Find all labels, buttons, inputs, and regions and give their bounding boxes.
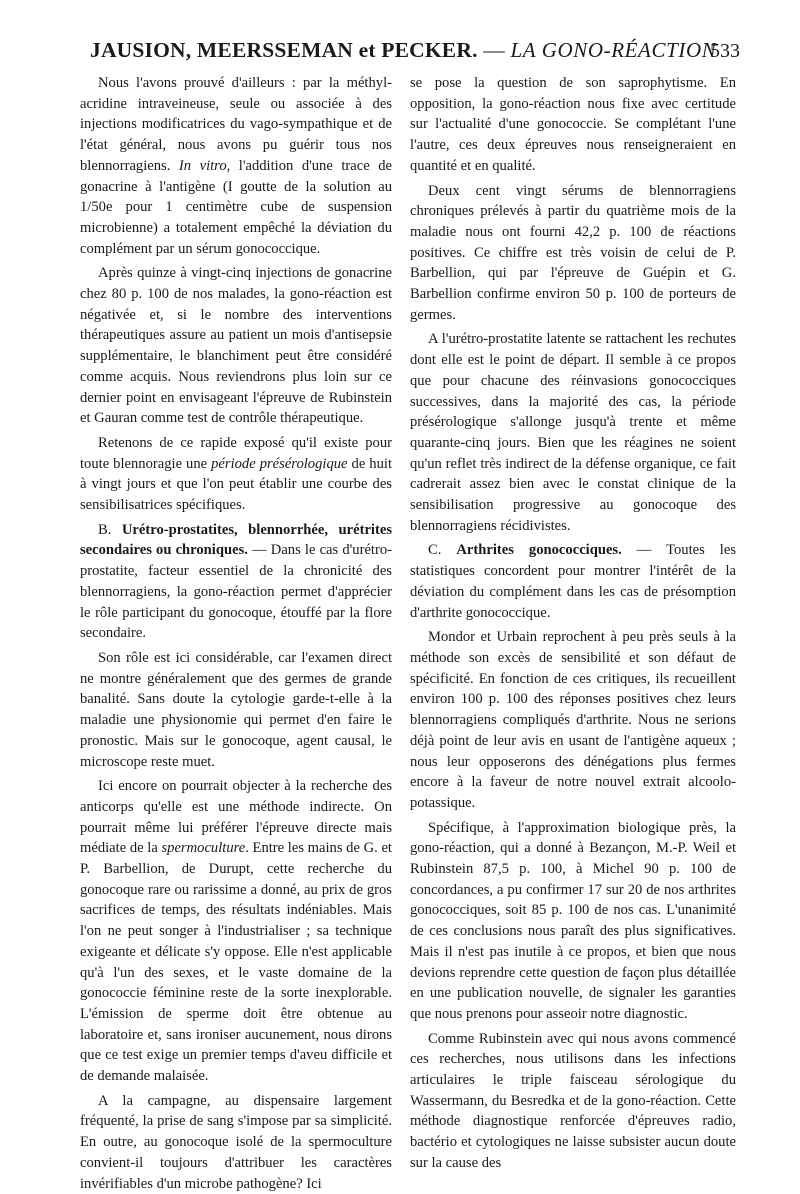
text-run: — Dans le cas d'urétro-prostatite, facteur essentiel de la chronicité des blennorragiens, la gono-réaction permet d'apprécier le rôle participant du gonocoque, étouffé par la flore secondaire. <box>80 542 392 642</box>
italic-term: période présérologique <box>211 455 348 472</box>
italic-term: In vitro <box>178 157 227 174</box>
section-paragraph <box>80 520 392 644</box>
text-run: , l'addition d'une trace de gonacrine à l'antigène (I goutte de la solution au 1/50e pour 1 centimètre cube de suspension microbienne) a totalement empêché la déviation du complément par un sérum gonococcique. <box>80 157 393 257</box>
section-letter: B. <box>98 521 122 538</box>
paragraph: Comme Rubinstein avec qui nous avons commencé ces recherches, nous utilisons dans les infections articulaires le triple faisceau sérologique du Wassermann, du Besredka et de la gono-réaction. Cette méthode diagnostique renforcée d'épreuves radio, bactério et cytologiques ne laisse subsister aucun doute sur la cause des <box>410 1030 736 1171</box>
paragraph: Après quinze à vingt-cinq injections de gonacrine chez 80 p. 100 de nos malades, la gono-réaction est négativée et, si le nombre des interventions thérapeutiques assure au patient un mois d'antisepsie supplémentaire, le blanchiment peut être considéré comme acquis. Nous reviendrons plus loin sur ce dernier point en envisageant l'épreuve de Rubinstein et Gauran comme test de contrôle thérapeutique. <box>80 265 392 427</box>
text-run: Ici encore on pourrait objecter à la recherche des anticorps qu'elle est une méthode indirecte. On pourrait même lui préférer l'épreuve directe mais médiate de la <box>80 778 392 857</box>
paragraph <box>80 73 392 259</box>
paragraph: Mondor et Urbain reprochent à peu près seuls à la méthode son excès de sensibilité et son défaut de spécificité. En fonction de ces critiques, ils recueillent environ 100 p. 100 des réponses positives chez leurs blennorragiens compliqués d'arthrite. Nous ne serions déjà point de leur avis en usant de l'antigène aqueux ; nous leur opposerons des dénégations plus fermes encore à la faveur de notre nouvel extrait alcoolo-potassique. <box>410 629 736 811</box>
section-paragraph <box>410 540 736 623</box>
paragraph: A la campagne, au dispensaire largement fréquenté, la prise de sang s'impose par sa simplicité. En outre, au gonocoque isolé de la spermoculture convient-il toujours d'attribuer les caractères invérifiables d'un microbe pathogène? Ici <box>80 1092 392 1192</box>
paragraph-continued: se pose la question de son saprophytisme. En opposition, la gono-réaction nous fixe avec certitude sur l'actualité d'une gonococcie. Se complétant l'une l'autre, ces deux épreuves nous renseigneraient en quantité et en qualité. <box>410 75 736 174</box>
running-header <box>90 38 740 68</box>
header-authors: JAUSION, MEERSSEMAN et PECKER. <box>90 38 478 62</box>
paragraph: A l'urétro-prostatite latente se rattachent les rechutes dont elle est le point de départ. Il semble à ce propos que pour chacune des réinvasions gonococciques successives, dans la majorité des cas, la période présérologique s'allonge jusqu'à trente et même quarante-cinq jours. Bien que les réagines ne soient qu'un reflet très indirect de la défense organique, ce fait cadrerait assez bien avec le constat clinique de la sensibilisation progressive au gonocoque des blennorragiens récidivistes. <box>410 331 736 534</box>
text-run: Retenons de ce rapide exposé qu'il existe pour toute blennoragie une <box>80 434 392 472</box>
italic-term: spermoculture <box>161 840 246 857</box>
section-heading: Urétro-prostatites, blennorrhée, urétrites secondaires ou chroniques. <box>80 521 392 559</box>
right-column <box>410 73 736 1174</box>
page-number: 533 <box>710 40 740 62</box>
paragraph: Spécifique, à l'approximation biologique près, la gono-réaction, qui a donné à Bezançon, M.-P. Weil et Rubinstein 87,5 p. 100, à Michel 90 p. 100 de concordances, a pu confirmer 17 sur 20 de nos arthrites gonococciques, soit 85 p. 100 de nos cas. L'unanimité de ces conclusions nous paraît des plus significatives. Mais il n'est pas inutile à ce propos, et bien que nous devions reprendre cette question de façon plus détaillée en une publication nouvelle, de signaler les garanties que nous prenons pour asseoir notre diagnostic. <box>410 819 736 1022</box>
text-run: . Entre les mains de G. et P. Barbellion, de Durupt, cette recherche du gonocoque rare ou rarissime a donné, au prix de gros sacrifices de temps, des résultats indéniables. Mais l'on ne peut songer à l'industrialiser ; sa technique exigeante et délicate s'y oppose. Elle n'est applicable qu'à l'un des sexes, et le vaste domaine de la gonococcie féminine reste de la sorte inexplorable. L'émission de sperme doit être obtenue au laboratoire et, sans ironiser aucunement, nous dirons que ce test exige un premier temps d'aveu difficile et de demande malaisée. <box>80 840 392 1085</box>
header-title: LA GONO-RÉACTION <box>510 38 717 62</box>
text-run: — Toutes les statistiques concordent pour montrer l'intérêt de la déviation du complément dans les cas de présomption d'arthrite gonococcique. <box>410 542 737 621</box>
section-letter: C. <box>428 542 457 559</box>
text-run: de huit à vingt jours et que l'on peut établir une courbe des sensibilisatrices spécifiques. <box>80 455 392 514</box>
paragraph: Deux cent vingt sérums de blennorragiens chroniques prélevés à partir du quatrième mois de la maladie nous ont fourni 42,2 p. 100 de réactions positives. Ce chiffre est très voisin de celui de P. Barbellion, qui par l'épreuve de Guépin et G. Barbellion confirme environ 50 p. 100 de porteurs de germes. <box>410 182 736 323</box>
paragraph <box>80 433 392 516</box>
text-run: Nous l'avons prouvé d'ailleurs : par la méthyl-acridine intraveineuse, seule ou associée à des injections modificatrices du vago-sympathique et de l'état général, nous avons pu guérir tous nos blennorragiens. <box>80 75 392 174</box>
paragraph <box>80 776 392 1087</box>
header-dash: — <box>483 38 505 62</box>
section-heading: Arthrites gonococciques. <box>456 542 622 559</box>
header-authors-line <box>90 38 716 63</box>
left-column <box>80 73 392 1194</box>
paragraph: Son rôle est ici considérable, car l'examen direct ne montre généralement que des germes de grande banalité. Sans doute la cytologie garde-t-elle à la maladie une physionomie qui permet d'en faire le pronostic. Mais sur le gonocoque, agent causal, le microscope reste muet. <box>80 649 392 770</box>
